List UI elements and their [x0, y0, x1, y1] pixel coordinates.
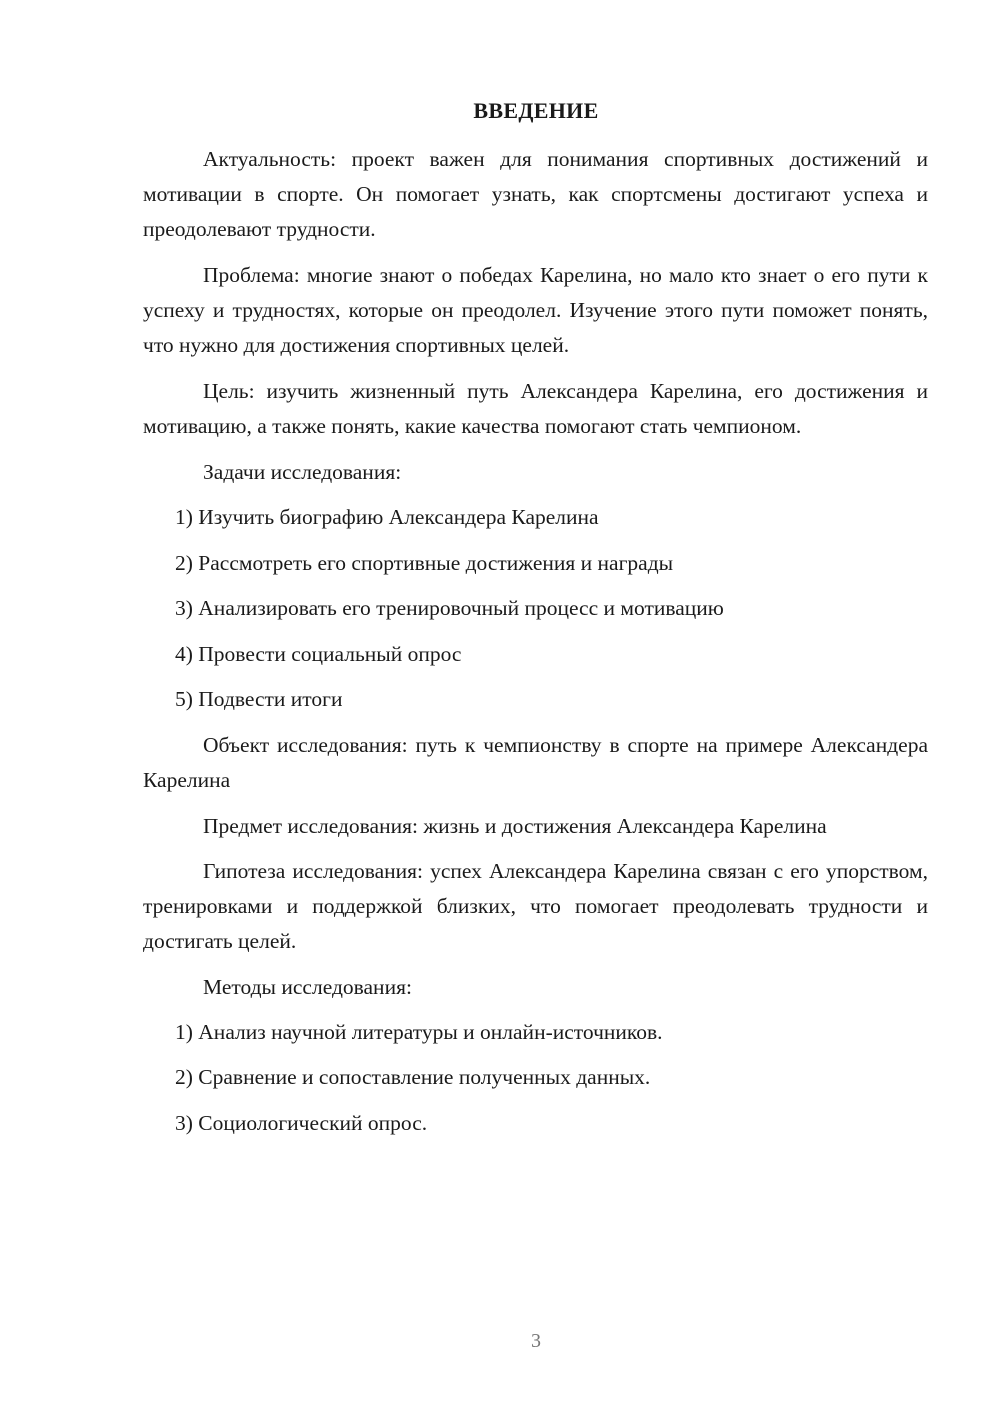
list-item: 1) Изучить биографию Александера Карелина	[175, 505, 599, 529]
list-item: 3) Анализировать его тренировочный процесс и мотивацию	[175, 596, 724, 620]
tasks-list	[143, 500, 928, 717]
goal-paragraph: Цель: изучить жизненный путь Александера Карелина, его достижения и мотивацию, а также понять, какие качества помогают стать чемпионом.	[143, 379, 928, 438]
problem-paragraph: Проблема: многие знают о победах Карелина, но мало кто знает о его пути к успеху и трудностях, которые он преодолел. Изучение этого пути поможет понять, что нужно для достижения спортивных целей.	[143, 263, 928, 357]
subject-paragraph: Предмет исследования: жизнь и достижения Александера Карелина	[203, 813, 827, 838]
list-item: 2) Рассмотреть его спортивные достижения и награды	[175, 550, 674, 575]
list-item: 2) Сравнение и сопоставление полученных данных.	[175, 1065, 651, 1089]
hypothesis-paragraph: Гипотеза исследования: успех Александера Карелина связан с его упорством, тренировками и поддержкой близких, что помогает преодолевать трудности и достигать целей.	[143, 858, 928, 953]
list-item: 5) Подвести итоги	[175, 687, 343, 711]
document-body	[143, 142, 928, 1151]
list-item: 3) Социологический опрос.	[175, 1110, 428, 1135]
page-title: ВВЕДЕНИЕ	[473, 98, 599, 123]
methods-heading: Методы исследования:	[203, 974, 412, 999]
tasks-heading: Задачи исследования:	[203, 460, 402, 484]
relevance-paragraph: Актуальность: проект важен для понимания спортивных достижений и мотивации в спорте. Он помогает узнать, как спортсмены достигают успеха и преодолевают трудности.	[143, 147, 928, 241]
list-item: 4) Провести социальный опрос	[175, 641, 462, 666]
object-paragraph: Объект исследования: путь к чемпионству в спорте на примере Александера Карелина	[143, 732, 928, 792]
methods-list	[143, 1015, 928, 1141]
list-item: 1) Анализ научной литературы и онлайн-источников.	[175, 1019, 663, 1044]
page-number: 3	[531, 1330, 541, 1352]
